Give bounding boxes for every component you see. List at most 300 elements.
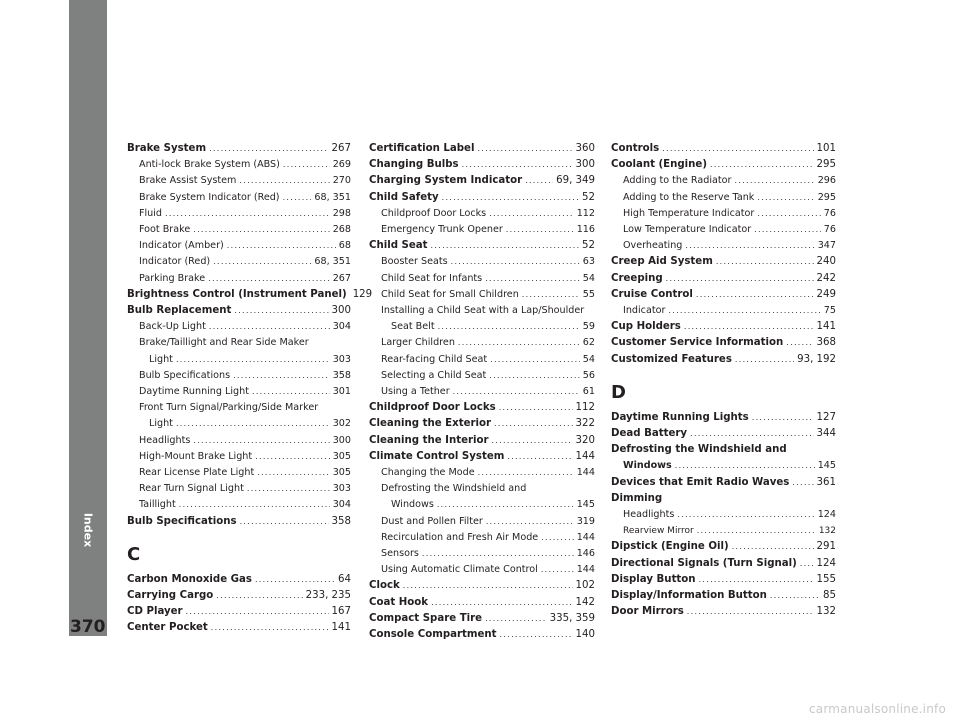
index-entry: [369, 303, 595, 319]
leader-dots: [234, 303, 328, 319]
leader-dots: [403, 578, 573, 594]
entry-page-ref[interactable]: 300: [575, 159, 595, 171]
index-entry: [611, 539, 836, 555]
entry-page-ref[interactable]: 320: [575, 434, 595, 446]
leader-dots: [734, 173, 814, 189]
sidebar-label: Index: [81, 512, 95, 548]
section-letter-c: C: [127, 543, 141, 565]
entry-page-ref[interactable]: 52: [582, 240, 595, 252]
leader-dots: [239, 173, 329, 189]
index-entry: [369, 206, 595, 222]
entry-term: Foot Brake: [139, 224, 191, 236]
index-entry: [127, 222, 351, 238]
leader-dots: [442, 190, 579, 206]
entry-term: Compact Spare Tire: [369, 612, 483, 624]
leader-dots: [541, 530, 574, 546]
leader-dots: [431, 238, 579, 254]
entry-page-ref[interactable]: 76: [823, 207, 836, 219]
index-entry: [127, 416, 351, 432]
entry-term: Selecting a Child Seat: [381, 369, 487, 381]
entry-term: Directional Signals (Turn Signal): [611, 557, 797, 569]
entry-term: Brake System: [127, 143, 207, 154]
entry-page-ref[interactable]: 141: [816, 321, 836, 333]
entry-term: Climate Control System: [369, 450, 505, 462]
leader-dots: [685, 238, 814, 254]
entry-page-ref[interactable]: 127: [816, 411, 836, 423]
leader-dots: [507, 449, 572, 465]
entry-page-ref[interactable]: 361: [816, 476, 836, 488]
entry-page-ref[interactable]: 300: [331, 305, 351, 317]
entry-term: Charging System Indicator: [369, 175, 523, 187]
index-entry: [611, 458, 836, 474]
entry-page-ref[interactable]: 295: [816, 159, 836, 171]
entry-page-ref[interactable]: 233, 235: [305, 590, 351, 602]
index-entry: [369, 335, 595, 351]
entry-page-ref[interactable]: 62: [582, 337, 595, 349]
index-entry: [611, 572, 836, 588]
index-column-1: [127, 141, 373, 637]
entry-page-ref[interactable]: 85: [823, 590, 836, 602]
entry-page-ref[interactable]: 249: [816, 288, 836, 300]
index-entry: [369, 368, 595, 384]
entry-page-ref[interactable]: 298: [332, 207, 351, 219]
entry-page-ref[interactable]: 63: [582, 256, 595, 268]
leader-dots: [786, 335, 813, 351]
leader-dots: [431, 595, 572, 611]
index-entry: [127, 352, 351, 368]
index-entry: [369, 627, 595, 643]
index-entry: [611, 426, 836, 442]
entry-term: Childproof Door Locks: [381, 207, 487, 219]
leader-dots: [438, 319, 580, 335]
entry-page-ref[interactable]: 59: [582, 321, 595, 333]
leader-dots: [165, 206, 330, 222]
entry-page-ref[interactable]: 129: [352, 288, 373, 300]
entry-page-ref[interactable]: 141: [331, 622, 351, 634]
entry-term: Windows: [623, 460, 672, 472]
entry-page-ref[interactable]: 368: [816, 337, 836, 349]
entry-term: Door Mirrors: [611, 606, 684, 618]
index-entry: [369, 222, 595, 238]
entry-page-ref[interactable]: 102: [575, 580, 595, 592]
entries-c-end: [611, 141, 836, 368]
entry-term: Using a Tether: [381, 386, 450, 398]
entry-page-ref[interactable]: 358: [332, 369, 351, 381]
entry-term: Changing Bulbs: [369, 159, 459, 171]
entry-term: Sensors: [381, 548, 419, 560]
entry-page-ref[interactable]: 146: [576, 548, 595, 560]
index-entry: [127, 514, 351, 530]
entry-term: Overheating: [623, 240, 683, 252]
leader-dots: [757, 190, 814, 206]
entry-term: Bulb Specifications: [139, 369, 231, 381]
entry-page-ref[interactable]: 322: [575, 418, 595, 430]
entry-term: Low Temperature Indicator: [623, 224, 752, 236]
index-entry: [369, 578, 595, 594]
index-entry: [127, 271, 351, 287]
index-entry: [127, 287, 373, 303]
entry-term: High-Mount Brake Light: [139, 450, 253, 462]
entry-term: Front Turn Signal/Parking/Side Marker: [139, 402, 319, 414]
index-entry: [369, 271, 595, 287]
entry-page-ref[interactable]: 145: [576, 499, 595, 511]
entry-page-ref[interactable]: 93, 192: [797, 353, 836, 365]
index-entry: [611, 442, 836, 458]
leader-dots: [490, 352, 580, 368]
entry-page-ref[interactable]: 61: [582, 386, 595, 398]
entry-page-ref[interactable]: 358: [331, 515, 351, 527]
index-entry: [127, 190, 351, 206]
leader-dots: [478, 465, 574, 481]
index-entry: [611, 491, 836, 507]
leader-dots: [684, 319, 814, 335]
index-entry: [127, 481, 351, 497]
index-entry: [369, 157, 595, 173]
entry-page-ref[interactable]: 116: [576, 224, 595, 236]
index-entry: [127, 335, 351, 351]
entry-term: Rearview Mirror: [623, 526, 694, 537]
index-entry: [127, 604, 351, 620]
entry-page-ref[interactable]: 267: [331, 143, 351, 154]
index-entry: [127, 173, 351, 189]
index-entry: [611, 141, 836, 157]
leader-dots: [675, 458, 815, 474]
leader-dots: [176, 352, 330, 368]
watermark: carmanualsonline.info: [809, 702, 946, 716]
index-entry: [369, 433, 595, 449]
index-entry: [369, 173, 595, 189]
leader-dots: [485, 611, 547, 627]
entry-term: Display/Information Button: [611, 590, 767, 602]
entry-term: Daytime Running Lights: [611, 411, 749, 423]
index-entry: [611, 335, 836, 351]
entry-page-ref[interactable]: 270: [332, 175, 351, 187]
entry-term: Booster Seats: [381, 256, 448, 268]
entry-term: Brake/Taillight and Rear Side Maker: [139, 337, 309, 349]
entry-page-ref[interactable]: 155: [816, 573, 836, 585]
leader-dots: [690, 426, 814, 442]
leader-dots: [176, 416, 330, 432]
leader-dots: [422, 546, 574, 562]
entry-term: Brake Assist System: [139, 175, 237, 187]
index-entry: [127, 206, 351, 222]
entry-term: Rear-facing Child Seat: [381, 353, 488, 365]
entry-page-ref[interactable]: 167: [331, 606, 351, 618]
index-column-3: [611, 141, 836, 620]
index-entry: [611, 303, 836, 319]
leader-dots: [800, 556, 814, 572]
leader-dots: [492, 433, 573, 449]
index-entry: [611, 523, 836, 539]
leader-dots: [522, 287, 580, 303]
index-entry: [369, 449, 595, 465]
entry-page-ref[interactable]: 132: [818, 526, 836, 537]
leader-dots: [666, 271, 814, 287]
index-entry: [127, 572, 351, 588]
entry-page-ref[interactable]: 112: [575, 402, 595, 414]
entry-page-ref[interactable]: 295: [817, 191, 836, 203]
index-entry: [369, 611, 595, 627]
entry-page-ref[interactable]: 240: [816, 256, 836, 268]
entry-page-ref[interactable]: 64: [338, 573, 351, 585]
entry-term: Headlights: [623, 509, 675, 521]
entry-term: Cup Holders: [611, 321, 681, 333]
entry-page-ref[interactable]: 54: [582, 353, 595, 365]
leader-dots: [462, 157, 573, 173]
index-entry: [127, 588, 351, 604]
entry-term: Indicator (Red): [139, 256, 211, 268]
index-entry: [127, 319, 351, 335]
index-entry: [369, 530, 595, 546]
entry-page-ref[interactable]: 124: [817, 509, 836, 521]
leader-dots: [186, 604, 329, 620]
entry-term: Fluid: [139, 207, 163, 219]
leader-dots: [209, 319, 330, 335]
index-entry: [611, 254, 836, 270]
entry-page-ref[interactable]: 303: [332, 483, 351, 495]
leader-dots: [486, 514, 574, 530]
index-entry: [611, 410, 836, 426]
index-entry: [611, 238, 836, 254]
leader-dots: [255, 449, 330, 465]
entry-page-ref[interactable]: 301: [332, 386, 351, 398]
leader-dots: [477, 141, 572, 157]
entry-page-ref[interactable]: 69, 349: [556, 175, 595, 187]
entry-page-ref[interactable]: 305: [332, 450, 351, 462]
entry-page-ref[interactable]: 304: [332, 321, 351, 333]
index-entry: [127, 465, 351, 481]
leader-dots: [257, 465, 329, 481]
entry-page-ref[interactable]: 68, 351: [314, 256, 351, 268]
entry-term: Rear License Plate Light: [139, 467, 255, 479]
index-entry: [369, 238, 595, 254]
entry-term: Customer Service Information: [611, 337, 784, 349]
leader-dots: [485, 271, 580, 287]
entry-term: Customized Features: [611, 353, 732, 365]
entry-page-ref[interactable]: 144: [576, 467, 595, 479]
index-entry: [369, 319, 595, 335]
page-number: 370: [70, 617, 106, 637]
entry-page-ref[interactable]: 344: [816, 428, 836, 440]
entry-term: Seat Belt: [391, 321, 435, 333]
leader-dots: [209, 141, 328, 157]
entry-term: Emergency Trunk Opener: [381, 224, 503, 236]
entry-page-ref[interactable]: 68: [338, 240, 351, 252]
leader-dots: [240, 514, 329, 530]
entry-term: Child Seat: [369, 240, 428, 252]
entry-page-ref[interactable]: 268: [332, 224, 351, 236]
entry-term: High Temperature Indicator: [623, 207, 755, 219]
entry-page-ref[interactable]: 68, 351: [314, 191, 351, 203]
index-entry: [369, 562, 595, 578]
leader-dots: [687, 604, 814, 620]
leader-dots: [211, 620, 329, 636]
entry-page-ref[interactable]: 132: [816, 606, 836, 618]
entry-term: Larger Children: [381, 337, 455, 349]
entry-term: Cleaning the Interior: [369, 434, 489, 446]
index-entry: [127, 620, 351, 636]
entry-term: Daytime Running Light: [139, 386, 249, 398]
entry-term: Defrosting the Windshield and: [611, 444, 787, 456]
leader-dots: [710, 157, 814, 173]
entry-term: Bulb Replacement: [127, 305, 232, 317]
entry-page-ref[interactable]: 55: [582, 288, 595, 300]
entry-term: Carbon Monoxide Gas: [127, 573, 252, 585]
entry-term: Indicator (Amber): [139, 240, 224, 252]
entry-page-ref[interactable]: 142: [575, 596, 595, 608]
leader-dots: [193, 433, 329, 449]
entry-page-ref[interactable]: 144: [575, 450, 595, 462]
leader-dots: [697, 523, 816, 539]
entry-term: Headlights: [139, 434, 191, 446]
index-entry: [611, 475, 836, 491]
entry-page-ref[interactable]: 335, 359: [549, 612, 595, 624]
entry-page-ref[interactable]: 347: [817, 240, 836, 252]
leader-dots: [283, 157, 330, 173]
entries-c-continued: [369, 141, 595, 643]
entry-term: Cleaning the Exterior: [369, 418, 492, 430]
index-entry: [369, 416, 595, 432]
index-entry: [369, 514, 595, 530]
index-entry: [127, 433, 351, 449]
entry-term: Clock: [369, 580, 400, 592]
leader-dots: [437, 497, 574, 513]
entry-page-ref[interactable]: 144: [576, 531, 595, 543]
index-entry: [369, 481, 595, 497]
entry-term: Carrying Cargo: [127, 590, 214, 602]
entry-term: CD Player: [127, 606, 183, 618]
index-entry: [611, 271, 836, 287]
index-entry: [127, 384, 351, 400]
entry-page-ref[interactable]: 360: [575, 143, 595, 154]
index-entry: [611, 556, 836, 572]
entry-term: Defrosting the Windshield and: [381, 483, 527, 495]
entry-term: Taillight: [139, 499, 176, 511]
entry-term: Dimming: [611, 492, 663, 504]
entry-page-ref[interactable]: 303: [332, 353, 351, 365]
index-entry: [127, 238, 351, 254]
entry-term: Child Seat for Small Children: [381, 288, 519, 300]
entry-term: Dust and Pollen Filter: [381, 515, 483, 527]
entry-page-ref[interactable]: 112: [576, 207, 595, 219]
entry-term: Child Safety: [369, 191, 439, 203]
leader-dots: [458, 335, 580, 351]
entry-term: Center Pocket: [127, 622, 208, 634]
index-entry: [369, 352, 595, 368]
entry-page-ref[interactable]: 302: [332, 418, 351, 430]
index-entry: [611, 173, 836, 189]
entry-page-ref[interactable]: 76: [823, 224, 836, 236]
leader-dots: [283, 190, 312, 206]
entry-term: Dead Battery: [611, 428, 688, 440]
entry-page-ref[interactable]: 319: [576, 515, 595, 527]
index-entry: [369, 595, 595, 611]
entry-page-ref[interactable]: 144: [576, 564, 595, 576]
index-entry: [369, 141, 595, 157]
index-entry: [369, 287, 595, 303]
entry-term: Adding to the Reserve Tank: [623, 191, 755, 203]
leader-dots: [252, 384, 330, 400]
entry-term: Certification Label: [369, 143, 475, 154]
entry-term: Light: [149, 353, 173, 365]
entry-page-ref[interactable]: 300: [332, 434, 351, 446]
entry-term: Windows: [391, 499, 434, 511]
entry-page-ref[interactable]: 54: [582, 272, 595, 284]
entry-term: Brake System Indicator (Red): [139, 191, 280, 203]
entry-page-ref[interactable]: 305: [332, 467, 351, 479]
leader-dots: [489, 368, 579, 384]
index-entry: [127, 303, 351, 319]
entry-page-ref[interactable]: 52: [582, 191, 595, 203]
entry-term: Coat Hook: [369, 596, 429, 608]
leader-dots: [494, 416, 573, 432]
entry-term: Creep Aid System: [611, 256, 713, 268]
index-entry: [369, 465, 595, 481]
index-entry: [611, 352, 836, 368]
leader-dots: [453, 384, 580, 400]
leader-dots: [247, 481, 330, 497]
index-entry: [611, 206, 836, 222]
leader-dots: [506, 222, 574, 238]
entry-page-ref[interactable]: 124: [816, 557, 836, 569]
entry-term: Console Compartment: [369, 629, 497, 641]
leader-dots: [541, 562, 574, 578]
leader-dots: [179, 497, 330, 513]
leader-dots: [770, 588, 820, 604]
leader-dots: [677, 507, 814, 523]
leader-dots: [213, 254, 311, 270]
entry-term: Brightness Control (Instrument Panel): [127, 288, 347, 300]
entry-term: Changing the Mode: [381, 467, 475, 479]
leader-dots: [735, 352, 794, 368]
index-entry: [127, 400, 351, 416]
section-letter-d: D: [611, 381, 626, 403]
entry-term: Dipstick (Engine Oil): [611, 541, 729, 553]
leader-dots: [525, 173, 553, 189]
entry-term: Child Seat for Infants: [381, 272, 483, 284]
entry-page-ref[interactable]: 269: [332, 159, 351, 171]
entry-page-ref[interactable]: 242: [816, 272, 836, 284]
index-entry: [611, 507, 836, 523]
entry-page-ref[interactable]: 56: [582, 369, 595, 381]
entry-term: Recirculation and Fresh Air Mode: [381, 531, 539, 543]
entry-term: Installing a Child Seat with a Lap/Shoulder: [381, 305, 585, 317]
entry-page-ref[interactable]: 101: [816, 143, 836, 154]
entry-page-ref[interactable]: 291: [816, 541, 836, 553]
entry-page-ref[interactable]: 296: [817, 175, 836, 187]
leader-dots: [500, 627, 573, 643]
entry-term: Controls: [611, 143, 660, 154]
index-entry: [369, 400, 595, 416]
leader-dots: [662, 141, 813, 157]
entry-term: Devices that Emit Radio Waves: [611, 476, 790, 488]
entry-page-ref[interactable]: 304: [332, 499, 351, 511]
entry-term: Adding to the Radiator: [623, 175, 732, 187]
index-entry: [369, 190, 595, 206]
entry-term: Childproof Door Locks: [369, 402, 496, 414]
leader-dots: [255, 572, 335, 588]
entry-page-ref[interactable]: 267: [332, 272, 351, 284]
index-entry: [611, 222, 836, 238]
index-entry: [611, 588, 836, 604]
entry-page-ref[interactable]: 145: [817, 460, 836, 472]
entry-page-ref[interactable]: 75: [823, 305, 836, 317]
entry-page-ref[interactable]: 140: [575, 629, 595, 641]
index-entry: [369, 497, 595, 513]
leader-dots: [233, 368, 330, 384]
entry-term: Bulb Specifications: [127, 515, 237, 527]
index-entry: [611, 604, 836, 620]
